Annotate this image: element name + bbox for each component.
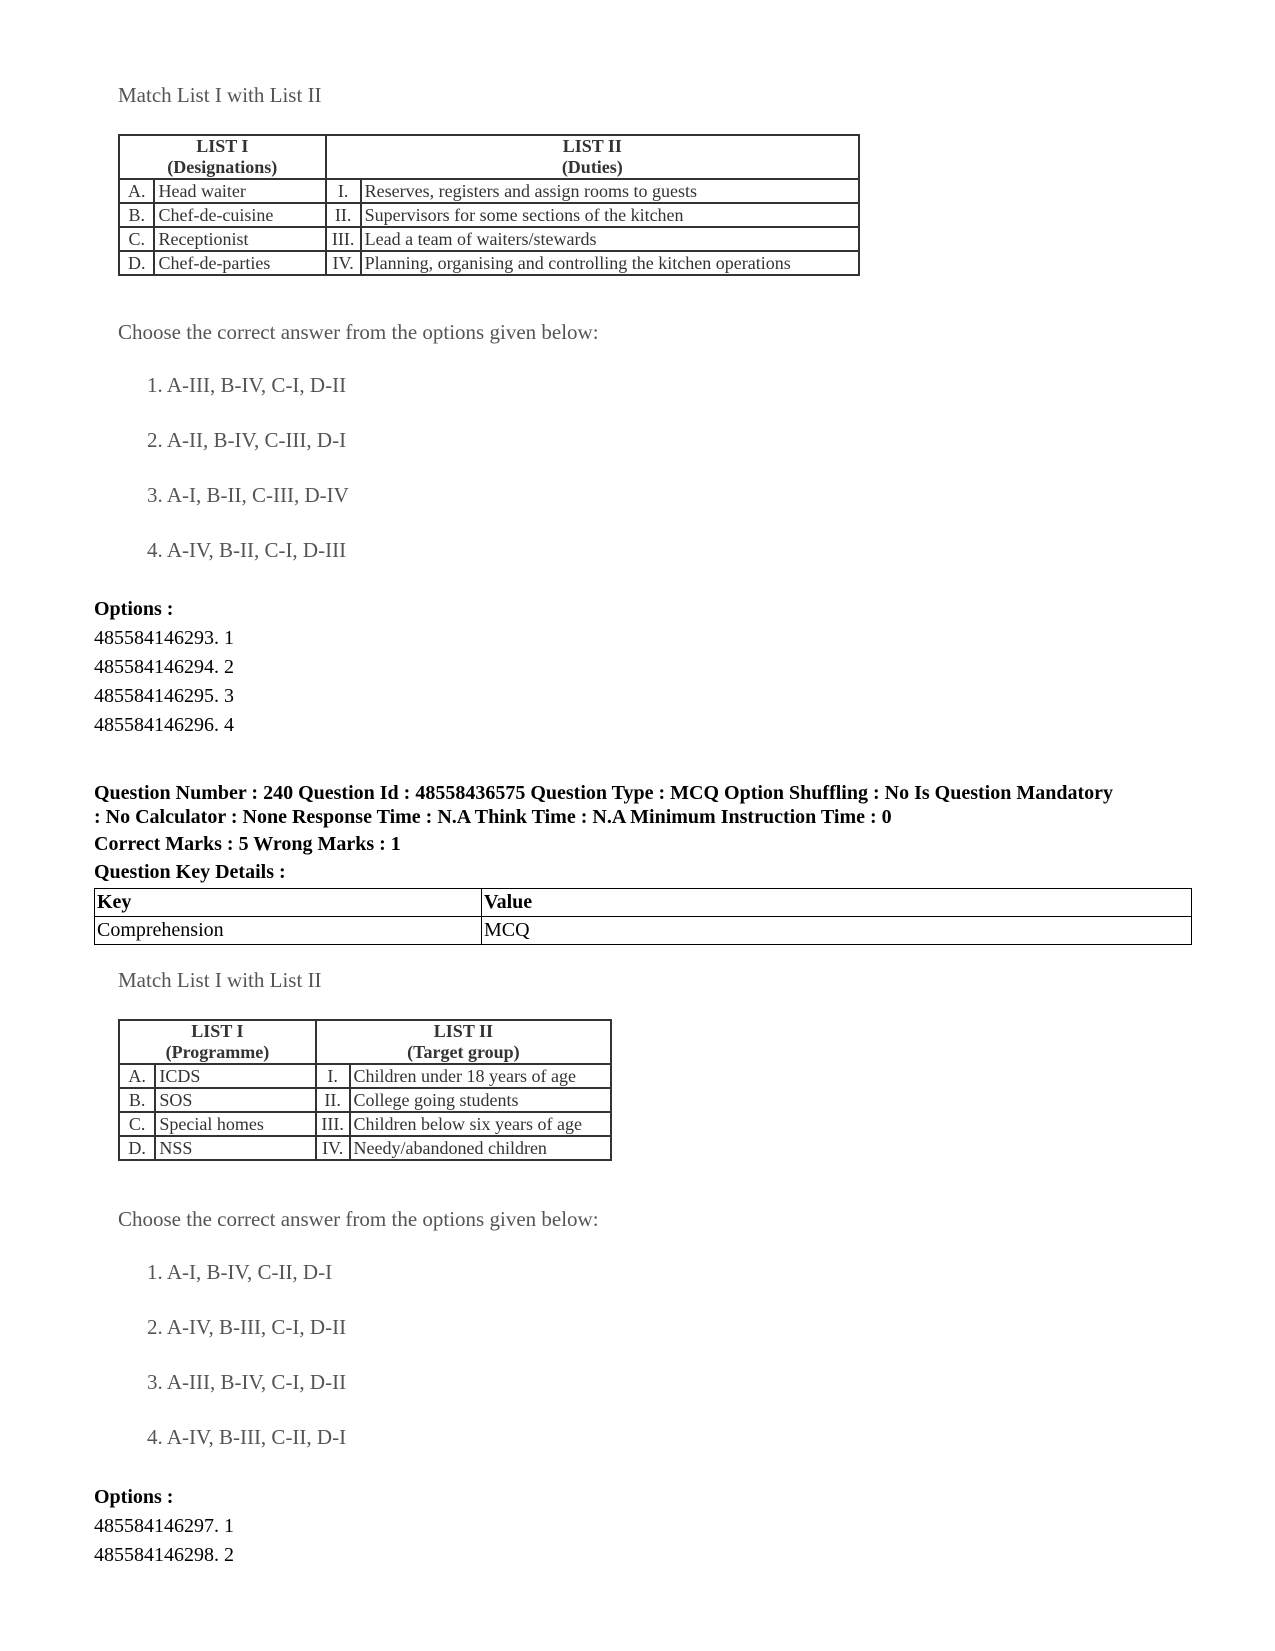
table-row (95, 917, 1192, 945)
q2-options-label: Options : (94, 1486, 174, 1508)
table-row: B. SOS II. College going students (119, 1088, 611, 1112)
q1-option-4: 485584146296. 4 (94, 714, 234, 736)
q1-answer-2: 2. A-II, B-IV, C-III, D-I (147, 428, 347, 452)
table-row: B. Chef-de-cuisine II. Supervisors for some sections of the kitchen (119, 203, 859, 227)
q2-marks: Correct Marks : 5 Wrong Marks : 1 (94, 833, 401, 855)
q2-list2-header: LIST II (Target group) (316, 1020, 611, 1064)
q2-match-heading: Match List I with List II (118, 968, 322, 992)
q1-options-label: Options : (94, 598, 174, 620)
q1-answer-1: 1. A-III, B-IV, C-I, D-II (147, 373, 347, 397)
q2-meta-line2: : No Calculator : None Response Time : N.A Think Time : N.A Minimum Instruction Time : 0 (94, 806, 892, 828)
q2-match-table (118, 1019, 612, 1161)
q2-meta-line1: Question Number : 240 Question Id : 48558436575 Question Type : MCQ Option Shuffling : No Is Question Mandatory (94, 782, 1113, 804)
q1-answer-3: 3. A-I, B-II, C-III, D-IV (147, 483, 349, 507)
q1-choose-text: Choose the correct answer from the options given below: (118, 320, 599, 344)
q2-answer-1: 1. A-I, B-IV, C-II, D-I (147, 1260, 333, 1284)
key-cell: Comprehension (95, 917, 482, 945)
q1-match-table (118, 134, 860, 276)
q2-key-details-label: Question Key Details : (94, 861, 286, 883)
q2-answer-3: 3. A-III, B-IV, C-I, D-II (147, 1370, 347, 1394)
table-row: D. NSS IV. Needy/abandoned children (119, 1136, 611, 1160)
q1-answer-4: 4. A-IV, B-II, C-I, D-III (147, 538, 347, 562)
key-header: Key (95, 889, 482, 917)
q1-list2-header: LIST II (Duties) (326, 135, 859, 179)
table-row: A. ICDS I. Children under 18 years of age (119, 1064, 611, 1088)
q2-answer-4: 4. A-IV, B-III, C-II, D-I (147, 1425, 347, 1449)
value-cell: MCQ (482, 917, 1192, 945)
table-row: D. Chef-de-parties IV. Planning, organising and controlling the kitchen operations (119, 251, 859, 275)
q2-choose-text: Choose the correct answer from the options given below: (118, 1207, 599, 1231)
q2-meta (94, 781, 1194, 829)
table-row: C. Special homes III. Children below six years of age (119, 1112, 611, 1136)
q1-match-heading: Match List I with List II (118, 83, 322, 107)
q2-option-1: 485584146297. 1 (94, 1515, 234, 1537)
q1-option-3: 485584146295. 3 (94, 685, 234, 707)
table-row: C. Receptionist III. Lead a team of waiters/stewards (119, 227, 859, 251)
table-header-row (95, 889, 1192, 917)
q1-option-2: 485584146294. 2 (94, 656, 234, 678)
value-header: Value (482, 889, 1192, 917)
q1-option-1: 485584146293. 1 (94, 627, 234, 649)
q2-option-2: 485584146298. 2 (94, 1544, 234, 1566)
table-row: A. Head waiter I. Reserves, registers and assign rooms to guests (119, 179, 859, 203)
q2-list1-header: LIST I (Programme) (119, 1020, 316, 1064)
q1-list1-header: LIST I (Designations) (119, 135, 326, 179)
q2-key-table (94, 888, 1192, 945)
q2-answer-2: 2. A-IV, B-III, C-I, D-II (147, 1315, 347, 1339)
